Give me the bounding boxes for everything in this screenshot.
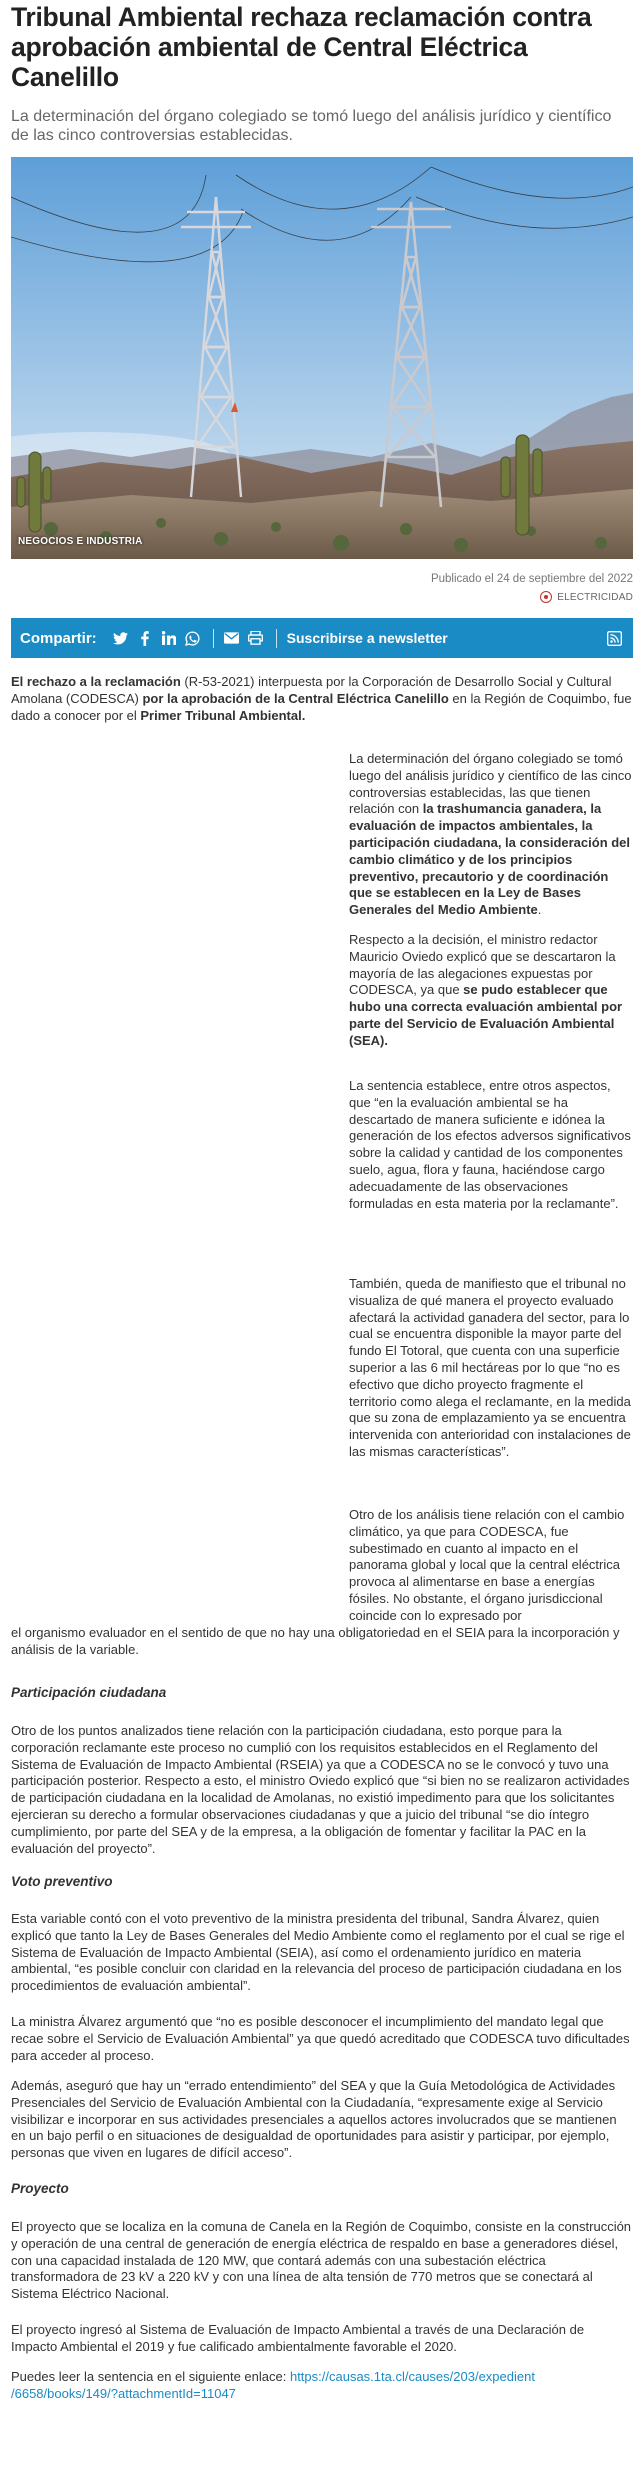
paragraph-methodology-guide: Además, aseguró que hay un “errado entendimiento” del SEA y que la Guía Metodológica de Actividades Presenciales del Servicio de Evaluación Ambiental con la Ciudadanía, “expresamente exige al Servicio visibilizar e incorporar en sus actividades presenciales a aquellos actores involucrados que se mantienen en un bajo perfil o en situaciones de desigualdad de oportunidades para asistir y participar, por ejemplo, personas que viven en lugares de difícil acceso”.	[11, 2078, 617, 2161]
text-run: Puedes leer la sentencia en el siguiente enlace:	[11, 2369, 290, 2384]
image-category-tag[interactable]: NEGOCIOS E INDUSTRIA	[18, 536, 143, 547]
rss-icon[interactable]	[607, 631, 622, 646]
paragraph-project: El proyecto que se localiza en la comuna de Canela en la Región de Coquimbo, consiste en la construcción y operación de una central de generación de energía eléctrica de respaldo en base a generadores diésel, con una capacidad instalada de 120 MW, que contará además con una subestación eléctrica transformadora de 23 kV a 220 kV y con una línea de alta tensión de 770 metros que se conectará al Sistema Eléctrico Nacional.	[11, 2219, 632, 2302]
paragraph-climate-full: el organismo evaluador en el sentido de que no hay una obligatoriedad en el SEIA para la incorporación y análisis de la variable.	[11, 1625, 620, 1657]
paragraph-climate-col: Otro de los análisis tiene relación con el cambio climático, ya que para CODESCA, fue subestimado en cuanto al impacto en el panorama global y local que la central eléctrica provoca al alimentarse en base a energías fósiles. No obstante, el órgano jurisdiccional coincide con lo expresado por	[349, 1507, 625, 1623]
share-label: Compartir:	[20, 629, 97, 647]
paragraph-ruling-link	[11, 2369, 633, 2403]
bold-text: la trashumancia ganadera, la evaluación de impactos ambientales, la participación ciudadana, la consideración del cambio climático y de los principios preventivo, precautorio y de coordinación que se establecen en la Ley de Bases Generales del Medio Ambiente	[349, 801, 631, 918]
article-headline: Tribunal Ambiental rechaza reclamación contra aprobación ambiental de Central Eléctrica Canelillo	[11, 2, 592, 92]
email-icon[interactable]	[224, 630, 240, 646]
twitter-icon[interactable]	[113, 630, 129, 646]
text-run: La determinación del órgano colegiado se tomó luego del análisis jurídico y científico de las cinco controversias establecidas, las que tienen relación con	[349, 751, 632, 817]
print-icon[interactable]	[248, 630, 264, 646]
landscape-transmission-towers-illustration	[11, 157, 633, 559]
bold-text: por la aprobación de la Central Eléctrica Canelillo	[142, 690, 449, 706]
subheading-project: Proyecto	[11, 2181, 69, 2196]
text-run: Respecto a la decisión, el ministro redactor Mauricio Oviedo explicó que se descartaron la mayoría de las alegaciones expuestas por CODESCA, ya que	[349, 932, 616, 998]
paragraph-preventive-vote: Esta variable contó con el voto preventivo de la ministra presidenta del tribunal, Sandra Álvarez, quien explicó que tanto la Ley de Bases Generales del Medio Ambiente como el reglamento por el cual se rige el Sistema de Evaluación de Impacto Ambiental (SEIA), así como el ordenamiento jurídico en materia ambiental, “es posible concluir con claridad en la relevancia del proceso de participación ciudadana en los procedimientos de evaluación ambiental”.	[11, 1911, 625, 1994]
article-lead: La determinación del órgano colegiado se tomó luego del análisis jurídico y científico de las cinco controversias establecidas.	[11, 108, 612, 144]
ruling-link-part: /6658/books/149/?attachmentId=11047	[11, 2385, 236, 2401]
section-label: ELECTRICIDAD	[557, 591, 633, 603]
paragraph-intro	[11, 674, 633, 724]
paragraph-livestock: También, queda de manifiesto que el tribunal no visualiza de qué manera el proyecto evaluado afectará la actividad ganadera del sector, para lo cual se encuentra disponible la mayor parte del fundo El Totoral, que cuenta con una superficie superior a las 6 mil hectáreas por lo que “no es efectivo que dicho proyecto fragmente el territorio como alega el reclamante, en la medida que su zona de emplazamiento ya se encuentra intervenida con anterioridad con instalaciones de las mismas características”.	[349, 1276, 631, 1459]
paragraph-decision	[349, 932, 633, 1050]
share-bar	[11, 618, 633, 658]
hero-image	[11, 157, 633, 559]
bold-text: El rechazo a la reclamación	[11, 674, 181, 689]
publish-date: Publicado el 24 de septiembre del 2022	[430, 573, 633, 585]
paragraph-participation: Otro de los puntos analizados tiene relación con la participación ciudadana, esto porque para la corporación reclamante este proceso no cumplió con los requisitos establecidos en el Reglamento del Sistema de Evaluación de Impacto Ambiental (RSEIA) ya que a CODESCA no se le convocó y tuvo una participación posterior. Respecto a esto, el ministro Oviedo explicó que “si bien no se realizaron actividades de participación ciudadana en la localidad de Amolanas, no existió impedimento para que los solicitantes ejercieran su derecho a formular observaciones ciudadanas y que a juicio del tribunal “se dio íntegro cumplimiento, por parte del SEA y de la empresa, a la obligación de fomentar y facilitar la PAC en la evaluación del proyecto”.	[11, 1723, 630, 1856]
whatsapp-icon[interactable]	[185, 630, 201, 646]
text-run: (R-53-2021) interpuesta por la Corporación de Desarrollo Social y Cultural Amolana (CODESCA)	[11, 674, 612, 706]
text-run: .	[537, 902, 542, 918]
newsletter-subscribe-link[interactable]: Suscribirse a newsletter	[286, 630, 448, 646]
linkedin-icon[interactable]	[161, 630, 177, 646]
paragraph-controversies	[349, 751, 633, 919]
section-tag[interactable]	[540, 591, 633, 603]
subheading-preventive-vote: Voto preventivo	[11, 1874, 113, 1889]
facebook-icon[interactable]	[137, 630, 153, 646]
paragraph-sentence: La sentencia establece, entre otros aspectos, que “en la evaluación ambiental se ha descartado de manera suficiente e idónea la generación de los efectos adversos significativos sobre la calidad y cantidad de los componentes suelo, agua, flora y fauna, haciéndose cargo adecuadamente de las observaciones formuladas en esta materia por la reclamante”.	[349, 1078, 631, 1211]
paragraph-minister-argument: La ministra Álvarez argumentó que “no es posible desconocer el incumplimiento del mandato legal que recae sobre el Servicio de Evaluación Ambiental” ya que quedó acreditado que CODESCA tuvo dificultades para acceder al proceso.	[11, 2014, 630, 2063]
bold-text: se pudo establecer que hubo una correcta evaluación ambiental por parte del Servicio de Evaluación Ambiental (SEA).	[349, 982, 623, 1048]
section-circle-icon	[540, 591, 552, 603]
share-separator	[276, 629, 277, 648]
paragraph-evaluation-entry: El proyecto ingresó al Sistema de Evaluación de Impacto Ambiental a través de una Declaración de Impacto Ambiental el 2019 y fue calificado ambientalmente favorable el 2020.	[11, 2322, 585, 2354]
share-separator	[213, 629, 214, 648]
bold-text: Primer Tribunal Ambiental.	[140, 707, 306, 723]
text-run: en la Región de Coquimbo, fue dado a conocer por el	[11, 690, 632, 723]
ruling-link-part: https://causas.1ta.cl/causes/203/expedient	[289, 2369, 535, 2384]
subheading-participation: Participación ciudadana	[11, 1685, 167, 1700]
